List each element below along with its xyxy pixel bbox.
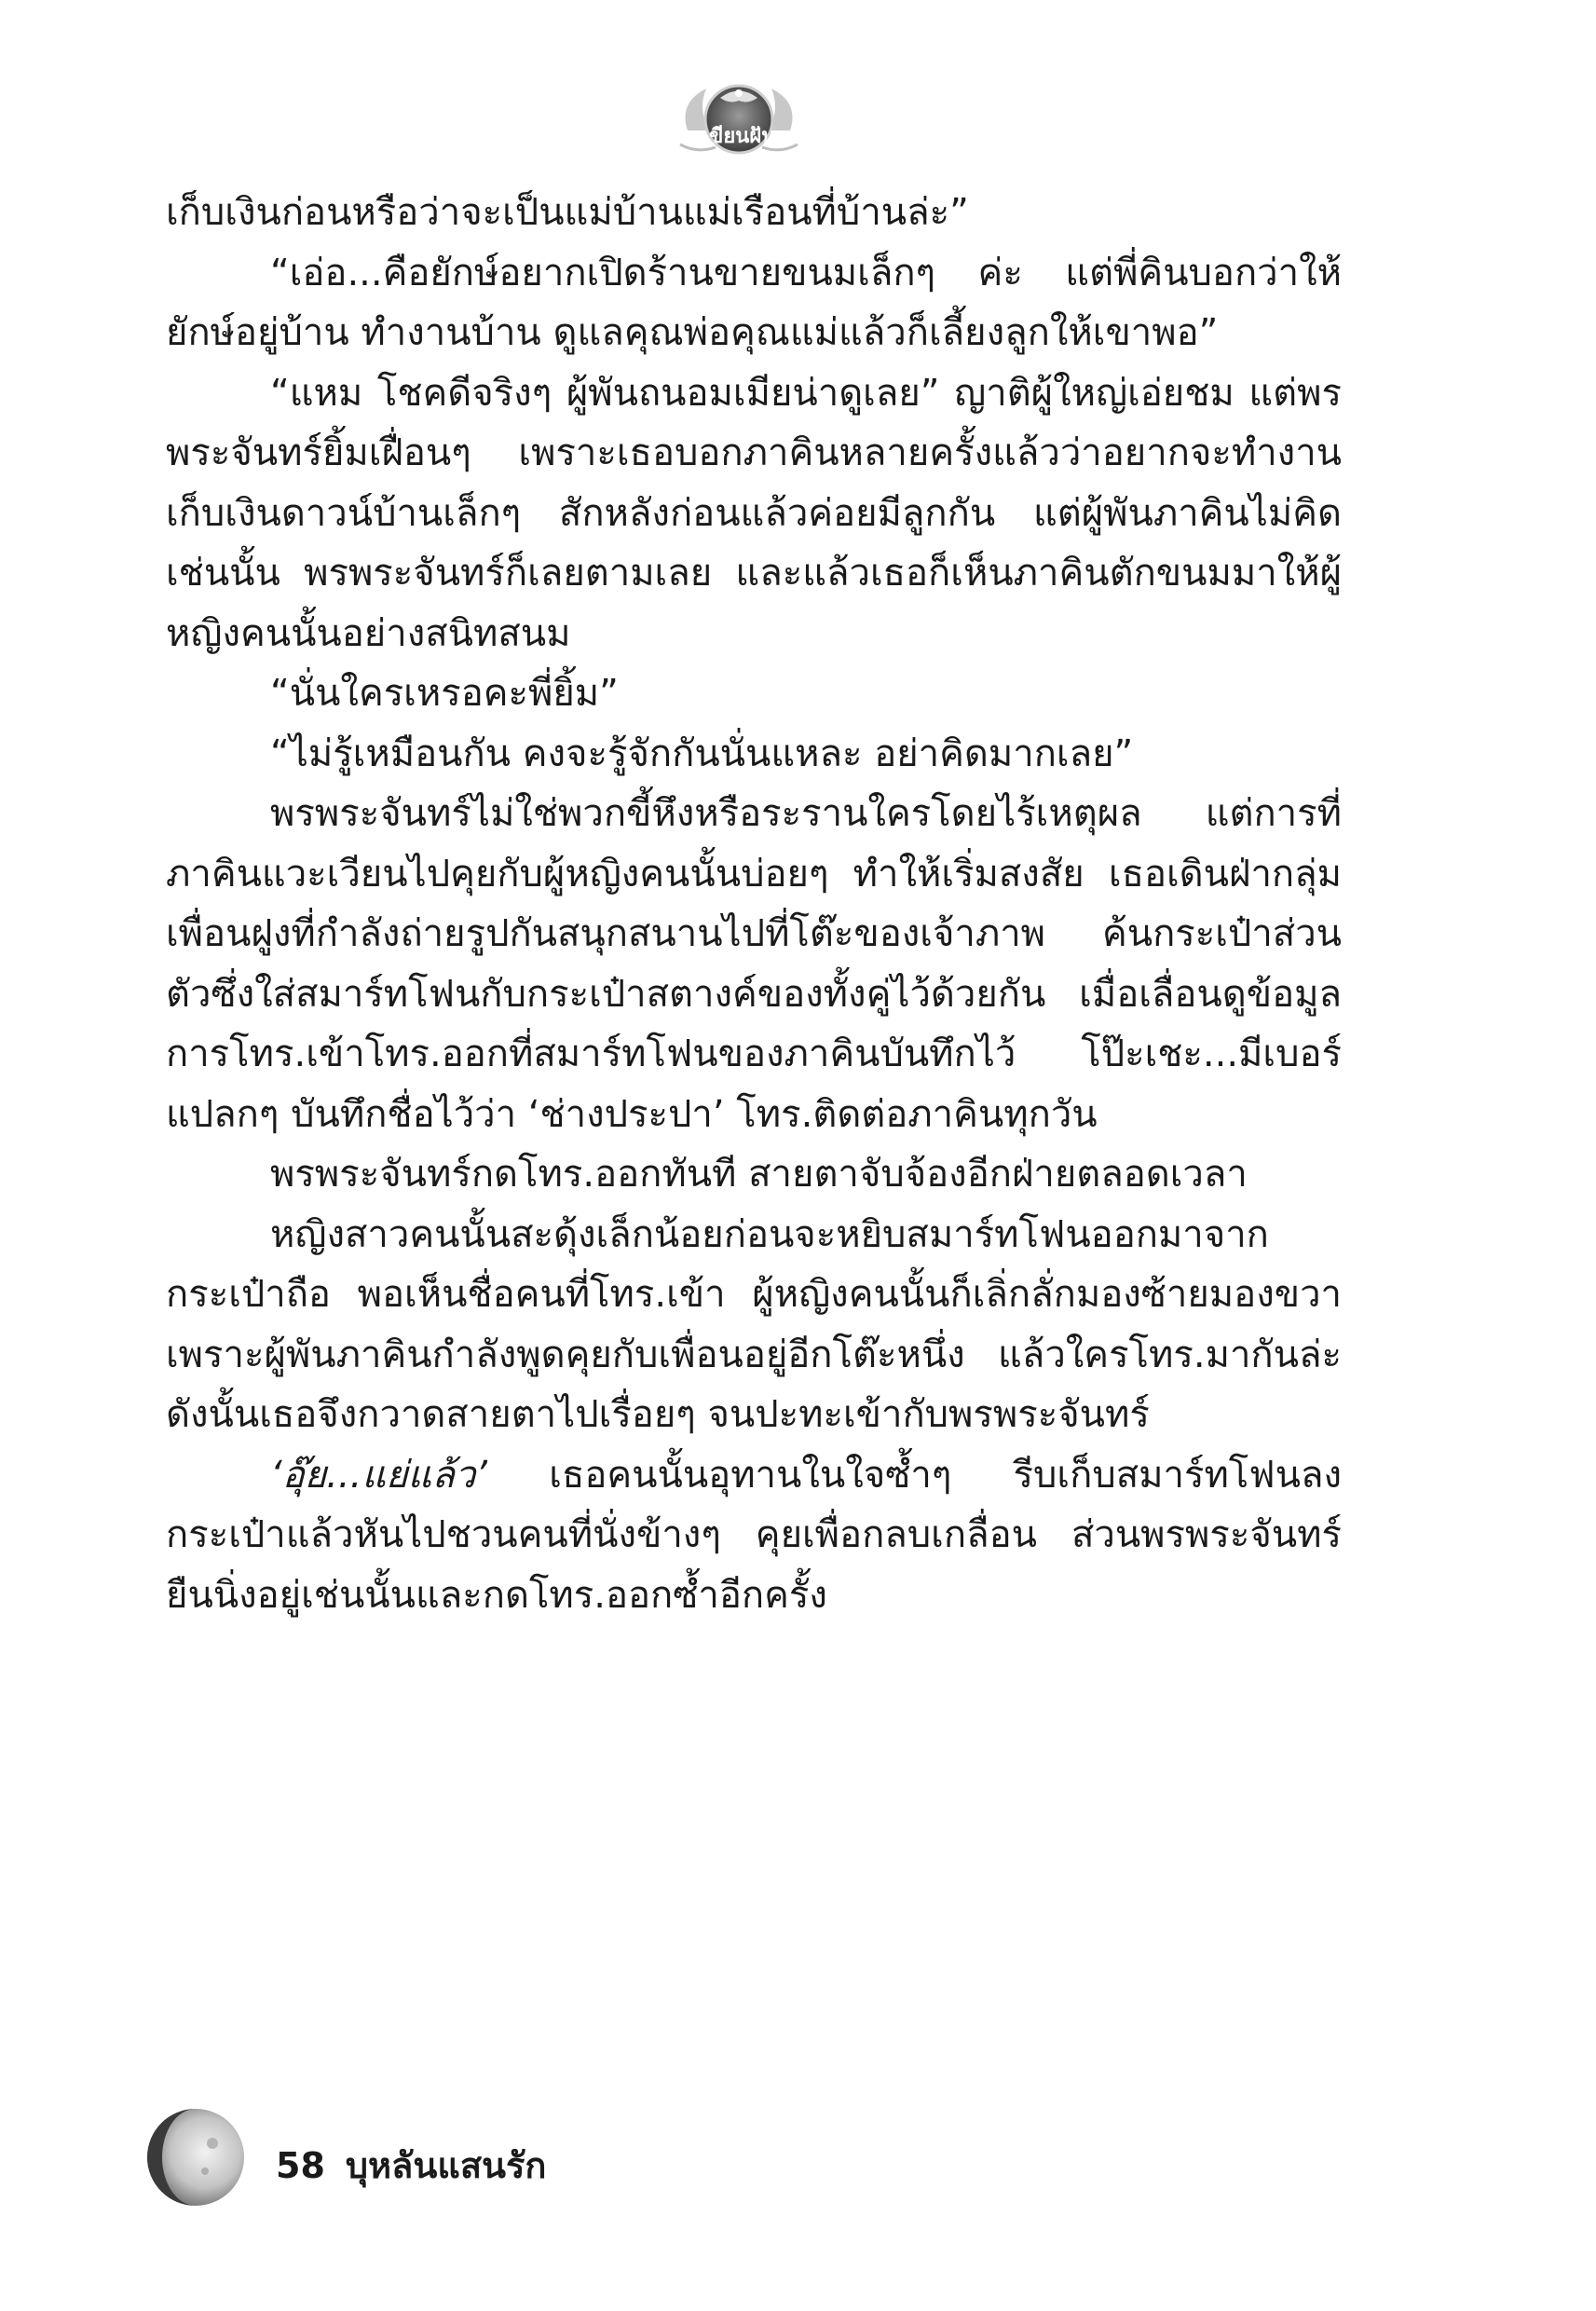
paragraph: พรพระจันทร์กดโทร.ออกทันที สายตาจับจ้องอีกฝ่ายตลอดเวลา [270, 1153, 1248, 1196]
body-text [166, 183, 1342, 1625]
wreath-emblem-icon [669, 65, 809, 168]
logo-text: เขียนฝัน [702, 125, 776, 148]
paragraph-continuation: เธอคนนั้นอุทานในใจซ้ำๆ รีบเก็บสมาร์ทโฟนลงกระเป๋าแล้วหันไปชวนคนที่นั่งข้างๆ คุยเพื่อกลบเกลื่อน ส่วนพรพระจันทร์ยืนนิ่งอยู่เช่นนั้นและกดโทร.ออกซ้ำอีกครั้ง [166, 1453, 1342, 1617]
paragraph: เก็บเงินก่อนหรือว่าจะเป็นแม่บ้านแม่เรือนที่บ้านล่ะ” [166, 191, 969, 234]
paragraph: “นั่นใครเหรอคะพี่ยิ้ม” [270, 672, 619, 715]
moon-icon [140, 2101, 252, 2213]
paragraph: “ไม่รู้เหมือนกัน คงจะรู้จักกันนั่นแหละ อย่าคิดมากเลย” [270, 732, 1134, 775]
book-title: บุหลันแสนรัก [345, 2145, 547, 2186]
paragraph [166, 1445, 1342, 1626]
page-number: 58 [276, 2145, 325, 2186]
italic-thought: ‘อุ๊ย...แย่แล้ว’ [270, 1453, 488, 1497]
paragraph: พรพระจันทร์ไม่ใช่พวกขี้หึงหรือระรานใครโดยไร้เหตุผล แต่การที่ภาคินแวะเวียนไปคุยกับผู้หญิงคนนั้นบ่อยๆ ทำให้เริ่มสงสัย เธอเดินฝ่ากลุ่มเพื่อนฝูงที่กำลังถ่ายรูปกันสนุกสนานไปที่โต๊ะของเจ้าภาพ ค้นกระเป๋าส่วนตัวซึ่งใส่สมาร์ทโฟนกับกระเป๋าสตางค์ของทั้งคู่ไว้ด้วยกัน เมื่อเลื่อนดูข้อมูลการโทร.เข้าโทร.ออกที่สมาร์ทโฟนของภาคินบันทึกไว้ โป๊ะเชะ...มีเบอร์แปลกๆ บันทึกชื่อไว้ว่า ‘ช่างประปา’ โทร.ติดต่อภาคินทุกวัน [166, 792, 1342, 1136]
page-footer [140, 2101, 792, 2213]
publisher-logo [669, 65, 809, 168]
paragraph: “แหม โชคดีจริงๆ ผู้พันถนอมเมียน่าดูเลย” ญาติผู้ใหญ่เอ่ยชม แต่พรพระจันทร์ยิ้มเฝื่อนๆ เพราะเธอบอกภาคินหลายครั้งแล้วว่าอยากจะทำงานเก็บเงินดาวน์บ้านเล็กๆ สักหลังก่อนแล้วค่อยมีลูกกัน แต่ผู้พันภาคินไม่คิดเช่นนั้น พรพระจันทร์ก็เลยตามเลย และแล้วเธอก็เห็นภาคินตักขนมมาให้ผู้หญิงคนนั้นอย่างสนิทสนม [166, 371, 1342, 655]
footer-text [276, 2137, 566, 2194]
paragraph: หญิงสาวคนนั้นสะดุ้งเล็กน้อยก่อนจะหยิบสมาร์ทโฟนออกมาจากกระเป๋าถือ พอเห็นชื่อคนที่โทร.เข้า ผู้หญิงคนนั้นก็เลิ่กลั่กมองซ้ายมองขวาเพราะผู้พันภาคินกำลังพูดคุยกับเพื่อนอยู่อีกโต๊ะหนึ่ง แล้วใครโทร.มากันล่ะ ดังนั้นเธอจึงกวาดสายตาไปเรื่อยๆ จนปะทะเข้ากับพรพระจันทร์ [166, 1212, 1342, 1436]
paragraph: “เอ่อ...คือยักษ์อยากเปิดร้านขายขนมเล็กๆ ค่ะ แต่พี่คินบอกว่าให้ยักษ์อยู่บ้าน ทำงานบ้าน ดูแลคุณพ่อคุณแม่แล้วก็เลี้ยงลูกให้เขาพอ” [166, 251, 1342, 354]
